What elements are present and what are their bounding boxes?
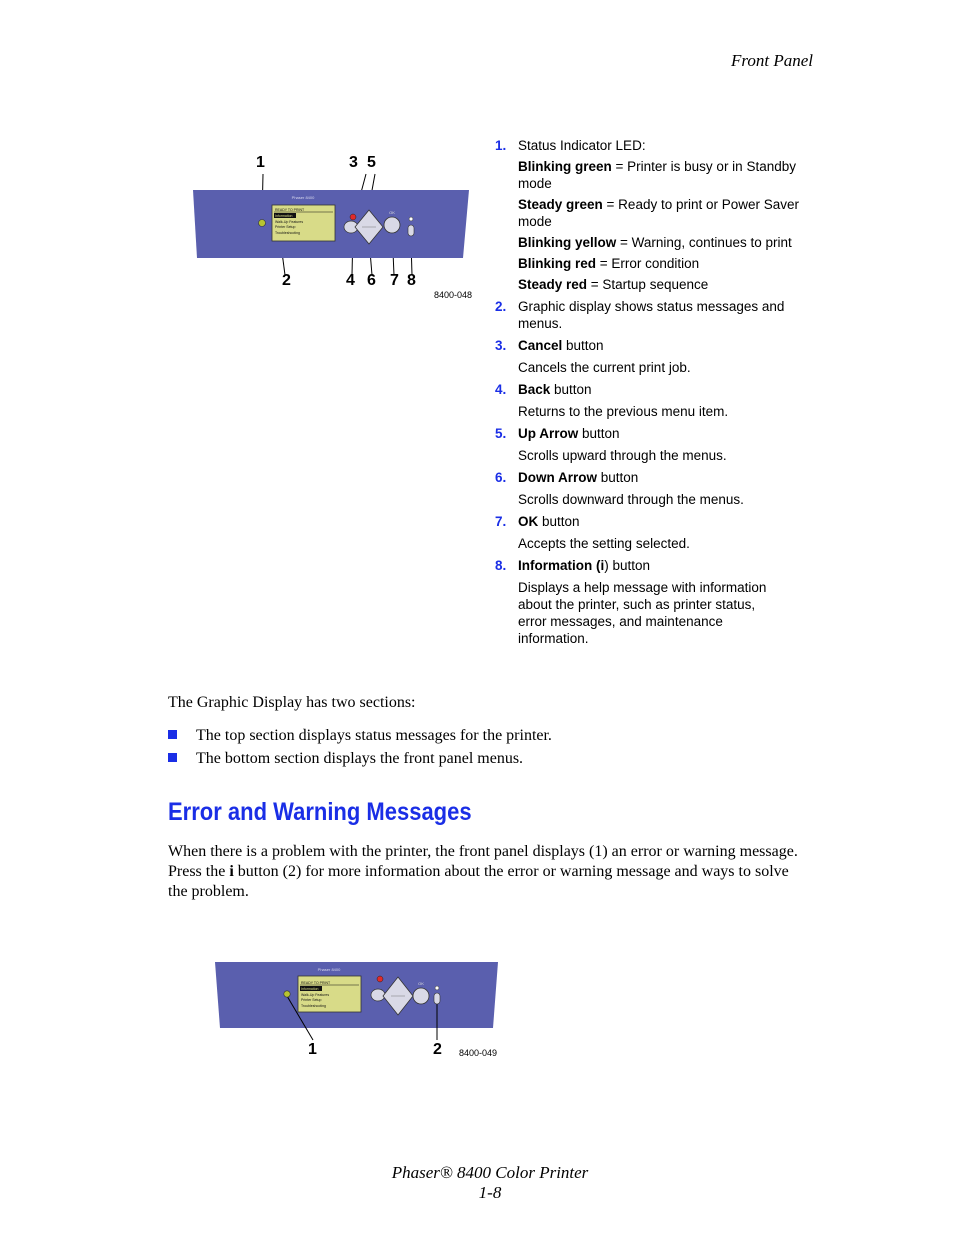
legend-item: 7. OK button Accepts the setting selected. xyxy=(495,514,690,551)
bullet-item: The bottom section displays the front panel menus. xyxy=(168,750,523,768)
callout-3: 3 xyxy=(349,154,358,171)
callout-1: 1 xyxy=(308,1041,317,1058)
lcd-line: Printer Setup xyxy=(301,998,322,1002)
legend-number: 8. xyxy=(495,558,507,573)
lcd-line: Troubleshooting xyxy=(301,1004,326,1008)
footer-title: Phaser® 8400 Color Printer xyxy=(391,1163,589,1182)
figure-id: 8400-048 xyxy=(434,290,473,300)
legend-item: 4. Back button Returns to the previous menu item. xyxy=(495,382,729,419)
callout-1: 1 xyxy=(256,154,265,171)
front-panel-illustration-2 xyxy=(212,960,502,1055)
callout-2: 2 xyxy=(282,272,291,289)
legend-number: 3. xyxy=(495,338,507,353)
panel-brand: Phaser 8400 xyxy=(317,967,341,972)
legend-item: 2. Graphic display shows status messages and menus. xyxy=(495,299,785,331)
bullet-item: The top section displays status messages for the printer. xyxy=(168,727,552,745)
lcd-line: Walk-Up Features xyxy=(301,993,330,997)
callout-7: 7 xyxy=(390,272,399,289)
lcd-line: Walk-Up Features xyxy=(275,220,304,224)
legend-item: 5. Up Arrow button Scrolls upward through the menus. xyxy=(495,426,727,463)
lcd-line: Information xyxy=(301,987,319,991)
lcd-line: READY TO PRINT xyxy=(275,208,305,212)
lcd-line: Printer Setup xyxy=(275,225,296,229)
svg-text:OK: OK xyxy=(418,981,424,986)
callout-5: 5 xyxy=(367,154,376,171)
figure-id: 8400-049 xyxy=(459,1048,498,1058)
graphic-display-intro: The Graphic Display has two sections: xyxy=(168,694,416,711)
callout-8: 8 xyxy=(407,272,416,289)
page-number: 1-8 xyxy=(478,1183,502,1202)
section-heading: Error and Warning Messages xyxy=(168,798,472,826)
callout-legend xyxy=(495,137,805,652)
legend-number: 4. xyxy=(495,382,507,397)
legend-number: 1. xyxy=(495,138,507,153)
legend-item: 3. Cancel button Cancels the current print job. xyxy=(495,338,691,375)
legend-number: 2. xyxy=(495,299,507,314)
lcd-line: READY TO PRINT xyxy=(301,981,331,985)
front-panel-illustration xyxy=(185,165,485,290)
legend-number: 6. xyxy=(495,470,507,485)
legend-number: 7. xyxy=(495,514,507,529)
svg-text:OK: OK xyxy=(389,210,395,215)
callout-6: 6 xyxy=(367,272,376,289)
lcd-line: Troubleshooting xyxy=(275,231,300,235)
legend-item: 6. Down Arrow button Scrolls downward through the menus. xyxy=(495,470,744,507)
legend-item: 1. Status Indicator LED: Blinking green = Printer is busy or in Standby mode Steady green = Ready to print or Power Saver mode Blinking yellow = Warning, continues to print Blinking red = Error condition Steady red = Startup sequence xyxy=(495,138,800,292)
callout-4: 4 xyxy=(346,272,355,289)
legend-item: 8. Information (i) button Displays a help message with information about the printer, such as printer status, error messages, and maintenance information. xyxy=(495,558,767,646)
legend-number: 5. xyxy=(495,426,507,441)
panel-brand: Phaser 8400 xyxy=(291,195,315,200)
callout-2: 2 xyxy=(433,1041,442,1058)
lcd-line: Information xyxy=(275,214,293,218)
running-header: Front Panel xyxy=(731,51,813,70)
section-paragraph: When there is a problem with the printer, the front panel displays (1) an error or warning message. Press the i button (2) for more information about the error or warning message and ways to solve the problem. xyxy=(168,843,798,900)
